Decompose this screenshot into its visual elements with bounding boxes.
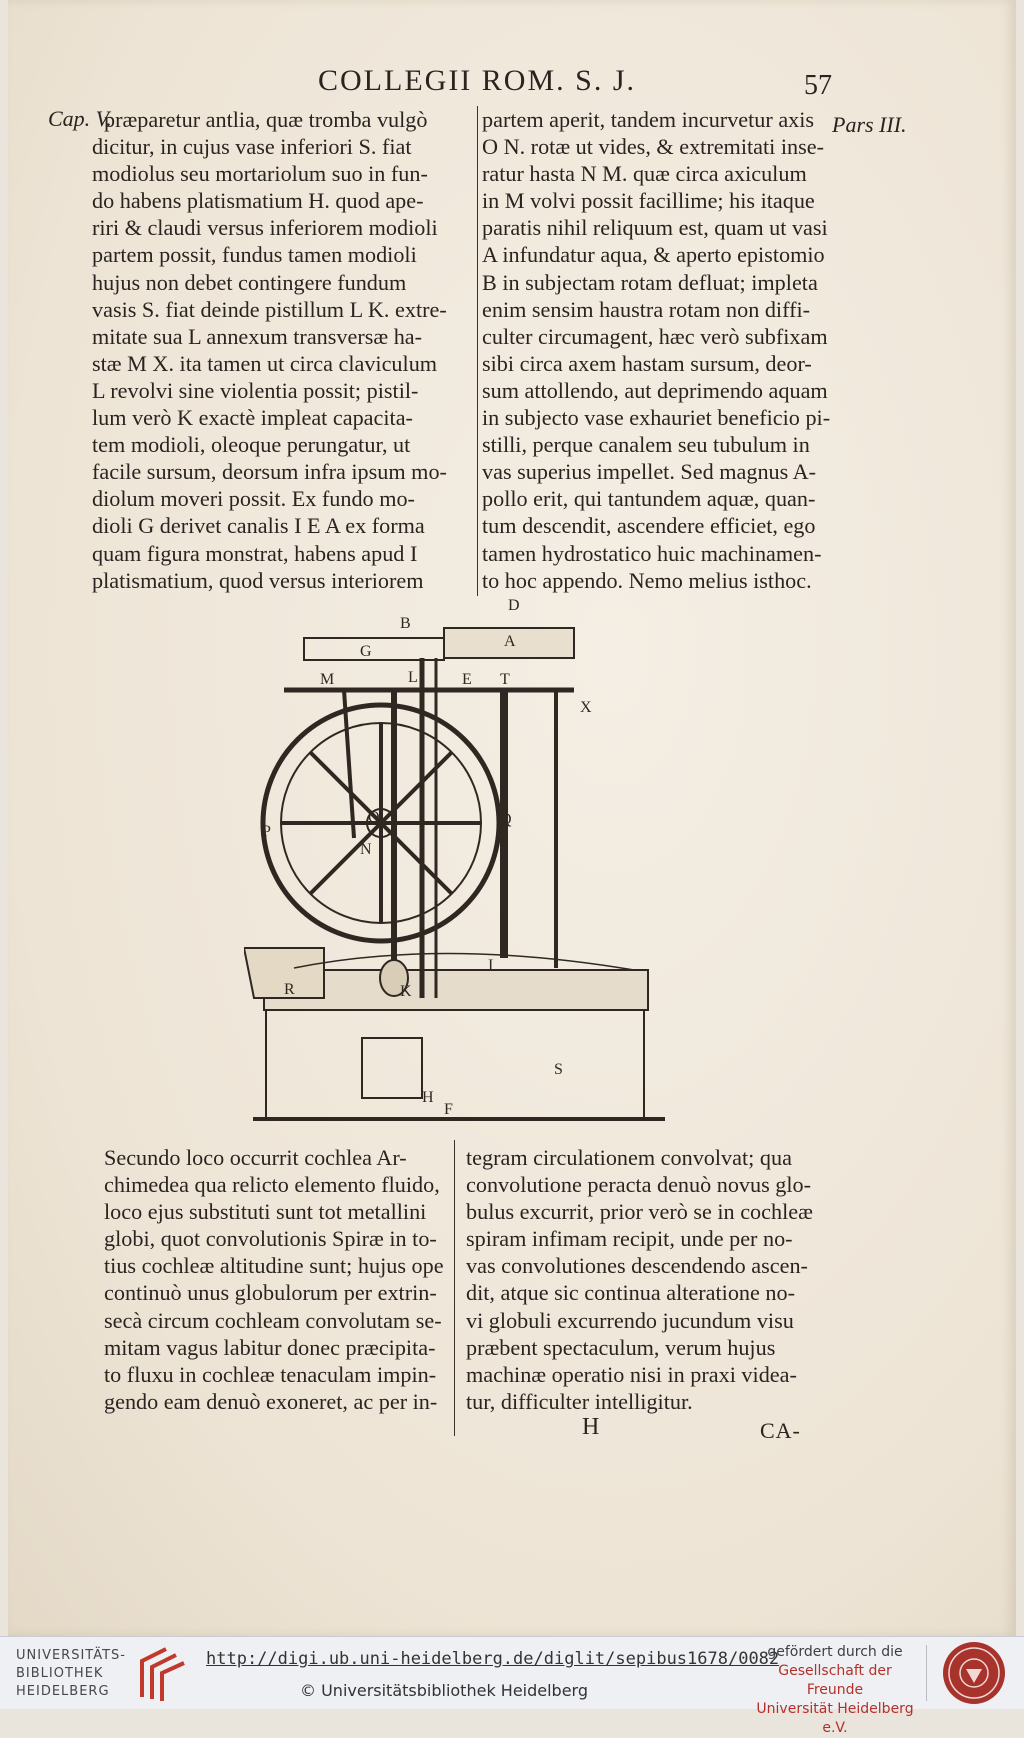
text-line: machinæ operatio nisi in praxi videa-: [466, 1361, 797, 1387]
figure-label-d: D: [508, 598, 520, 614]
digitization-footer: [0, 1636, 1024, 1736]
figure-label-f: F: [444, 1101, 453, 1118]
text-line: globi, quot convolutionis Spiræ in to-: [104, 1226, 437, 1252]
sponsor-name-line: Universität Heidelberg e.V.: [756, 1701, 914, 1736]
text-line: to hoc appendo. Nemo melius isthoc.: [482, 567, 812, 593]
text-line: pollo erit, qui tantundem aquæ, quan-: [482, 486, 816, 512]
text-line: tem modioli, oleoque perungatur, ut: [92, 432, 411, 458]
text-column-lower-right: [466, 1144, 824, 1415]
support-credit: [756, 1643, 914, 1738]
text-line: mitam vagus labitur donec præcipita-: [104, 1334, 436, 1360]
sponsor-name-line: Gesellschaft der Freunde: [778, 1663, 892, 1698]
text-line: tur, difficulter intelligitur.: [466, 1388, 693, 1414]
page-number: 57: [804, 70, 832, 101]
figure-label-h: H: [422, 1089, 434, 1106]
text-line: hujus non debet contingere fundum: [92, 269, 407, 295]
text-line: continuò unus globulorum per extrin-: [104, 1280, 437, 1306]
library-name-line: UNIVERSITÄTS-: [16, 1648, 126, 1663]
figure-label-g: G: [360, 643, 372, 660]
signature-mark: H: [582, 1414, 600, 1440]
text-line: mitate sua L annexum transversæ ha-: [92, 323, 423, 349]
text-line: vi globuli excurrendo jucundum visu: [466, 1307, 794, 1333]
text-line: tum descendit, ascendere efficiet, ego: [482, 513, 816, 539]
support-line: gefördert durch die: [767, 1644, 903, 1660]
figure-label-s: S: [554, 1061, 563, 1078]
text-line: riri & claudi versus inferiorem modioli: [92, 215, 438, 241]
figure-label-x: X: [580, 699, 592, 716]
text-line: to fluxu in cochleæ tenaculam impin-: [104, 1361, 437, 1387]
library-name-line: BIBLIOTHEK: [16, 1666, 104, 1681]
text-line: præbent spectaculum, verum hujus: [466, 1334, 776, 1360]
text-line: stilli, perque canalem seu tubulum in: [482, 432, 810, 458]
column-rule-lower: [454, 1140, 455, 1436]
text-line: gendo eam denuò exoneret, ac per in-: [104, 1388, 438, 1414]
text-line: facile sursum, deorsum infra ipsum mo-: [92, 459, 447, 485]
library-name: [16, 1647, 126, 1701]
figure-label-t: T: [500, 671, 510, 688]
text-line: quam figura monstrat, habens apud I: [92, 540, 418, 566]
text-line: spiram infimam recipit, unde per no-: [466, 1226, 793, 1252]
text-line: do habens platismatium H. quod ape-: [92, 188, 424, 214]
water-wheel-pump-engraving: [244, 598, 674, 1134]
text-line: in M volvi possit facillime; his itaque: [482, 188, 815, 214]
library-name-line: HEIDELBERG: [16, 1684, 110, 1699]
text-column-upper-left: [92, 106, 474, 594]
book-page: [8, 0, 1016, 1636]
text-line: vas superius impellet. Sed magnus A-: [482, 459, 817, 485]
figure-label-o: O: [368, 809, 380, 826]
column-rule-upper: [477, 106, 478, 596]
copyright-notice: © Universitätsbibliothek Heidelberg: [300, 1681, 589, 1700]
text-line: modiolus seu mortariolum suo in fun-: [92, 161, 428, 187]
text-line: tius cochleæ altitudine sunt; hujus ope: [104, 1253, 444, 1279]
figure-label-i: I: [488, 957, 494, 974]
figure-label-l: L: [408, 669, 418, 686]
running-head: COLLEGII ROM. S. J.: [318, 64, 637, 97]
text-line: ratur hasta N M. quæ circa axiculum: [482, 161, 807, 187]
text-line: bulus excurrit, prior verò se in cochleæ: [466, 1199, 813, 1225]
text-line: Secundo loco occurrit cochlea Ar-: [104, 1145, 407, 1170]
text-column-lower-left: [104, 1144, 448, 1415]
figure-label-q: Q: [500, 811, 512, 828]
text-line: partem possit, fundus tamen modioli: [92, 242, 417, 268]
university-seal-icon: [938, 1639, 1010, 1707]
text-line: vasis S. fiat deinde pistillum L K. extre-: [92, 296, 447, 322]
text-line: O N. rotæ ut vides, & extremitati inse-: [482, 134, 824, 160]
library-logo-icon: [136, 1643, 188, 1703]
text-line: vas convolutiones descendendo ascen-: [466, 1253, 808, 1279]
figure-label-m: M: [320, 671, 335, 688]
figure-label-b: B: [400, 615, 411, 632]
text-line: partem aperit, tandem incurvetur axis: [482, 107, 815, 132]
text-line: dioli G derivet canalis I E A ex forma: [92, 513, 425, 539]
figure-label-k: K: [400, 983, 412, 1000]
figure-label-p: P: [262, 823, 271, 840]
text-line: paratis nihil reliquum est, quam ut vasi: [482, 215, 828, 241]
text-column-upper-right: [482, 106, 832, 594]
text-line: L revolvi sine violentia possit; pistil-: [92, 377, 419, 403]
text-line: dit, atque sic continua alteratione no-: [466, 1280, 795, 1306]
text-line: tamen hydrostatico huic machinamen-: [482, 540, 822, 566]
text-line: secà circum cochleam convolutam se-: [104, 1307, 442, 1333]
text-line: tegram circulationem convolvat; qua: [466, 1145, 792, 1170]
text-line: præparetur antlia, quæ tromba vulgò: [104, 107, 428, 132]
footer-divider: [926, 1645, 927, 1701]
text-line: chimedea qua relicto elemento fluido,: [104, 1172, 440, 1198]
text-line: lum verò K exactè impleat capacita-: [92, 405, 413, 431]
margin-note-chapter: Cap. V.: [48, 106, 112, 131]
text-line: A infundatur aqua, & aperto epistomio: [482, 242, 825, 268]
text-line: loco ejus substituti sunt tot metallini: [104, 1199, 427, 1225]
text-line: platismatium, quod versus interiorem: [92, 567, 424, 593]
figure-label-a: A: [504, 633, 516, 650]
text-line: sum attollendo, aut deprimendo aquam: [482, 377, 828, 403]
figure-label-r: R: [284, 981, 295, 998]
text-line: culter circumagent, hæc verò subfixam: [482, 323, 828, 349]
figure-label-n: N: [360, 841, 372, 858]
text-line: dicitur, in cujus vase inferiori S. fiat: [92, 134, 412, 160]
text-line: sibi circa axem hastam sursum, deor-: [482, 350, 812, 376]
catchword: CA-: [760, 1418, 801, 1443]
margin-note-part: Pars III.: [832, 112, 907, 137]
text-line: convolutione peracta denuò novus glo-: [466, 1172, 812, 1198]
text-line: enim sensim haustra rotam non diffi-: [482, 296, 811, 322]
text-line: diolum moveri possit. Ex fundo mo-: [92, 486, 415, 512]
text-line: in subjecto vase exhauriet beneficio pi-: [482, 405, 831, 431]
text-line: B in subjectam rotam defluat; impleta: [482, 269, 818, 295]
permalink-url[interactable]: http://digi.ub.uni-heidelberg.de/diglit/sepibus1678/0082: [206, 1649, 780, 1669]
text-line: stæ M X. ita tamen ut circa claviculum: [92, 350, 438, 376]
figure-label-e: E: [462, 671, 472, 688]
